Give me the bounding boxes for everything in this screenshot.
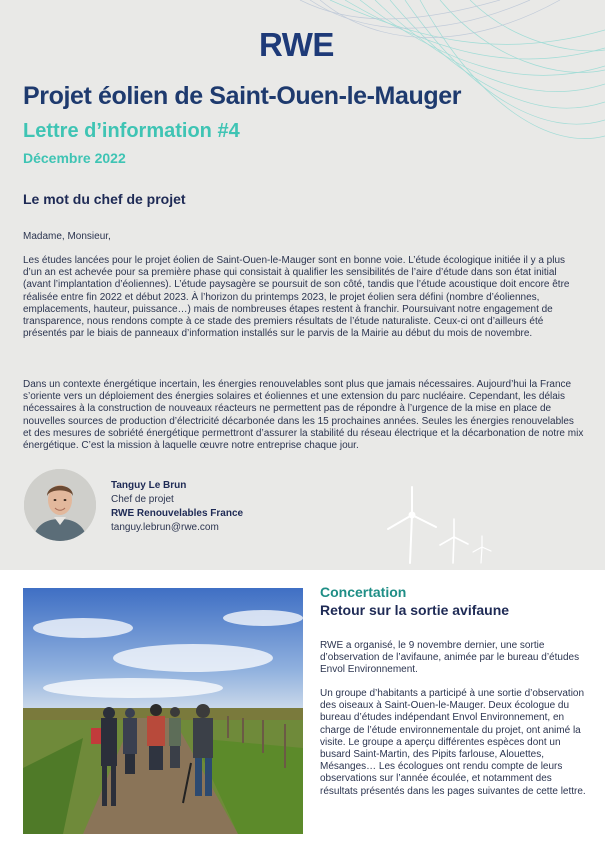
avatar [24,469,96,541]
editorial-paragraph-1: Les études lancées pour le projet éolien de Saint-Ouen-le-Mauger sont en bonne voie. L’étude écologique initiée il y a plus d’un an est achevée pour sa première phase qui consistait à qualifier les sensibilités de l’aire d’étude dans son état initial (avant l’implantation d’éoliennes). L’étude paysagère se poursuit de son côté, tandis que l’étude acoustique doit encore être réalisée entre fin 2022 et début 2023. À l’horizon du printemps 2023, le projet éolien sera défini (nombre d’éoliennes, emplacements, hauteur, puissance…) mais de nombreuses étapes restent à franchir. Poursuivant notre engagement de transparence, nous rendons compte à ce stade des premiers résultats de l’étude naturaliste. Ceux-ci ont d’ailleurs été présentés par le biais de panneaux d’information installés sur le parvis de la Mairie au début du mois de novembre. [23,255,570,340]
signature-email[interactable]: tanguy.lebrun@rwe.com [111,522,219,533]
field-outing-image [23,588,303,834]
rwe-logo: RWE [259,26,334,63]
concertation-paragraph-1: RWE a organisé, le 9 novembre dernier, une sortie d’observation de l’avifaune, animée par le bureau d’études Envol Environnement. [320,640,580,676]
signature-role: Chef de projet [111,494,174,505]
signature-company: RWE Renouvelables France [111,508,244,519]
salutation: Madame, Monsieur, [23,231,111,242]
editorial-heading: Le mot du chef de projet [23,191,186,207]
wind-turbine-icon [380,485,500,565]
section-title: Retour sur la sortie avifaune [320,602,510,618]
page-title: Projet éolien de Saint-Ouen-le-Mauger [23,82,462,110]
section-kicker: Concertation [320,584,407,600]
issue-date: Décembre 2022 [23,150,126,166]
newsletter-subtitle: Lettre d’information #4 [23,120,240,142]
signature-name: Tanguy Le Brun [111,480,187,491]
signature-block [111,479,243,535]
concertation-paragraph-2: Un groupe d’habitants a participé à une sortie d’observation des oiseaux à Saint-Ouen-le-Mauger. Deux écologue du bureau d’études indépendant Envol Environnement, en charge de l’étude environnementale du projet, ont animé la visite. Le groupe a aperçu différentes espèces dont un busard Saint-Martin, des Pipits farlouse, Alouettes, Mésanges… Les écologues ont rendu compte de leurs observations sur l’année écoulée, et notamment des résultats présentés dans les pages suivantes de cette lettre. [320,688,586,797]
editorial-paragraph-2: Dans un contexte énergétique incertain, les énergies renouvelables sont plus que jamais nécessaires. Aujourd’hui la France s’oriente vers un déploiement des énergies solaires et éoliennes et une extension du parc nucléaire. Cependant, les délais nécessaires à la construction de nouveaux réacteurs ne permettent pas de répondre à l’urgence de la mise en place de nouvelles sources de production d’électricité décarbonée dans les 15 prochaines années. Seules les énergies renouvelables et des mesures de sobriété énergétique permettront d’assurer la stabilité du réseau électrique et la décarbonation de notre mix énergétique. C’est la mission à laquelle œuvre notre entreprise chaque jour. [23,379,584,452]
portrait-photo [24,469,96,541]
birdwatching-photo [23,588,303,834]
